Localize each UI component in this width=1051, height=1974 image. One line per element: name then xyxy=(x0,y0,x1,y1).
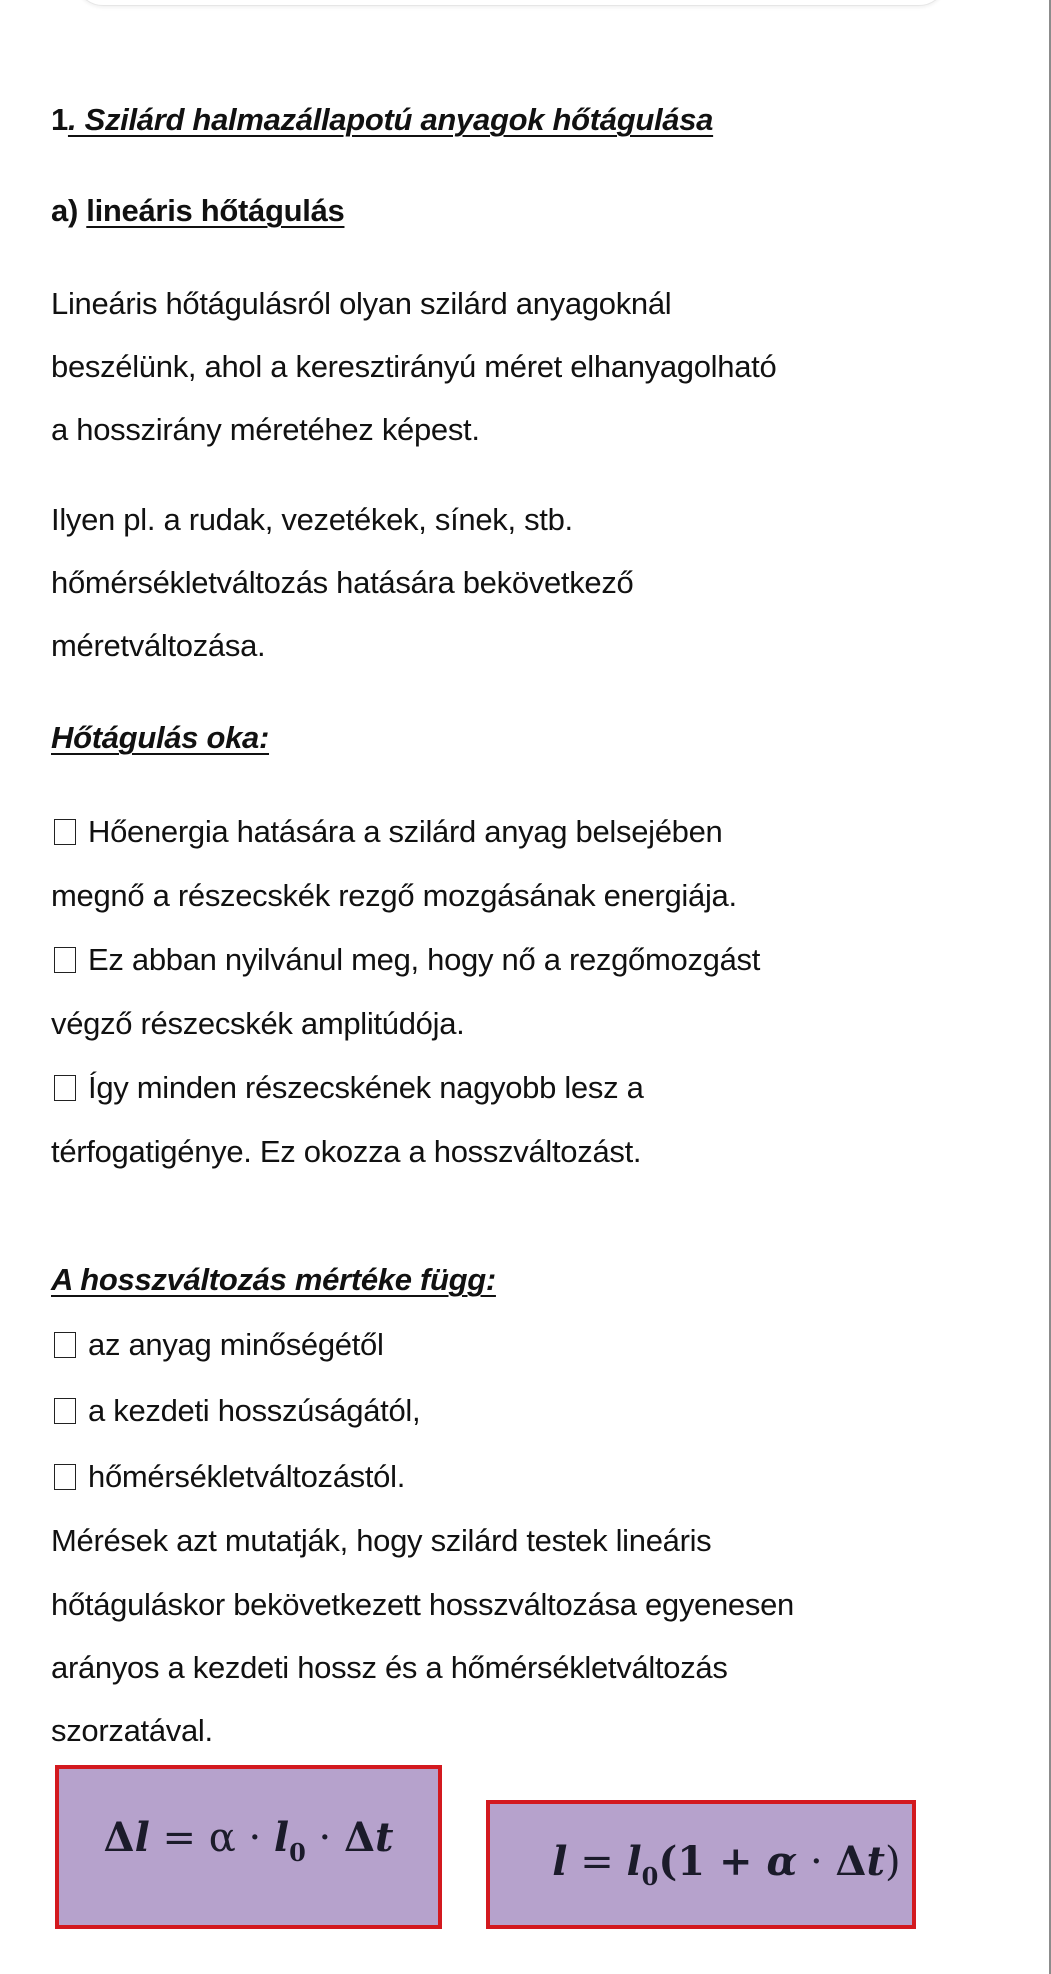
close-paren: ) xyxy=(884,1839,901,1885)
cause-item-text: Így minden részecskének nagyobb lesz a xyxy=(88,1070,644,1105)
equals-sign: = xyxy=(149,1815,209,1861)
delta-symbol: Δ xyxy=(835,1838,867,1885)
section-title xyxy=(51,100,713,140)
var-l0: l xyxy=(273,1814,290,1861)
depends-heading: A hosszváltozás mértéke függ: xyxy=(51,1262,496,1297)
cause-item-text: Ez abban nyilvánul meg, hogy nő a rezgőmozgást xyxy=(88,942,761,977)
alpha-symbol: α xyxy=(766,1838,798,1885)
var-t: t xyxy=(866,1838,885,1885)
formula-linear-change xyxy=(55,1765,442,1929)
subtitle-text: lineáris hőtágulás xyxy=(86,193,345,228)
checkbox-square-icon xyxy=(54,819,76,845)
checkbox-square-icon xyxy=(54,1332,76,1358)
depends-item-text: hőmérsékletváltozástól. xyxy=(88,1459,406,1494)
cause-item xyxy=(51,940,760,980)
paragraph-line: hőtáguláskor bekövetkezett hosszváltozása egyenesen xyxy=(51,1587,794,1622)
subsection-title xyxy=(51,191,344,231)
paragraph-line: beszélünk, ahol a keresztirányú méret elhanyagolható xyxy=(51,349,777,384)
var-t: t xyxy=(375,1814,394,1861)
open-paren-one-plus: (1 + xyxy=(658,1838,767,1885)
equals-sign: = xyxy=(567,1839,627,1885)
checkbox-square-icon xyxy=(54,947,76,973)
depends-item-text: a kezdeti hosszúságától, xyxy=(88,1393,421,1428)
paragraph-line: szorzatával. xyxy=(51,1713,213,1748)
dot-operator: · xyxy=(305,1815,344,1861)
top-card-edge xyxy=(75,0,947,6)
formula-final-length xyxy=(486,1800,916,1929)
cause-item xyxy=(51,812,723,852)
var-l: l xyxy=(134,1814,150,1861)
alpha-symbol: α xyxy=(208,1815,236,1861)
subscript-zero: 0 xyxy=(641,1862,659,1891)
depends-item xyxy=(51,1391,420,1431)
depends-item xyxy=(51,1325,384,1365)
paragraph-line: Mérések azt mutatják, hogy szilárd testek lineáris xyxy=(51,1523,712,1558)
paragraph-line: megnő a részecskék rezgő mozgásának energiája. xyxy=(51,878,737,913)
cause-heading: Hőtágulás oka: xyxy=(51,720,270,755)
checkbox-square-icon xyxy=(54,1075,76,1101)
cause-item-text: Hőenergia hatására a szilárd anyag belsejében xyxy=(88,814,723,849)
depends-item-text: az anyag minőségétől xyxy=(88,1327,384,1362)
checkbox-square-icon xyxy=(54,1464,76,1490)
paragraph-line: méretváltozása. xyxy=(51,628,266,663)
dot-operator: · xyxy=(235,1815,274,1861)
paragraph-line: a hosszirány méretéhez képest. xyxy=(51,412,480,447)
paragraph-line: hőmérsékletváltozás hatására bekövetkező xyxy=(51,565,634,600)
delta-symbol: Δ xyxy=(103,1814,135,1861)
subtitle-prefix: a) xyxy=(51,193,87,228)
subscript-zero: 0 xyxy=(289,1838,306,1867)
cause-item xyxy=(51,1068,644,1108)
paragraph-line: térfogatigénye. Ez okozza a hosszváltozást. xyxy=(51,1134,642,1169)
var-l0: l xyxy=(626,1838,642,1885)
paragraph-line: Lineáris hőtágulásról olyan szilárd anyagoknál xyxy=(51,286,672,321)
delta-symbol: Δ xyxy=(343,1814,375,1861)
var-l: l xyxy=(552,1838,568,1885)
dot-operator: · xyxy=(797,1839,836,1885)
paragraph-line: arányos a kezdeti hossz és a hőmérsékletváltozás xyxy=(51,1650,728,1685)
checkbox-square-icon xyxy=(54,1398,76,1424)
depends-item xyxy=(51,1457,405,1497)
title-number: 1 xyxy=(51,102,68,137)
paragraph-line: végző részecskék amplitúdója. xyxy=(51,1006,465,1041)
paragraph-line: Ilyen pl. a rudak, vezetékek, sínek, stb. xyxy=(51,502,573,537)
title-text: . Szilárd halmazállapotú anyagok hőtágulása xyxy=(67,102,714,137)
